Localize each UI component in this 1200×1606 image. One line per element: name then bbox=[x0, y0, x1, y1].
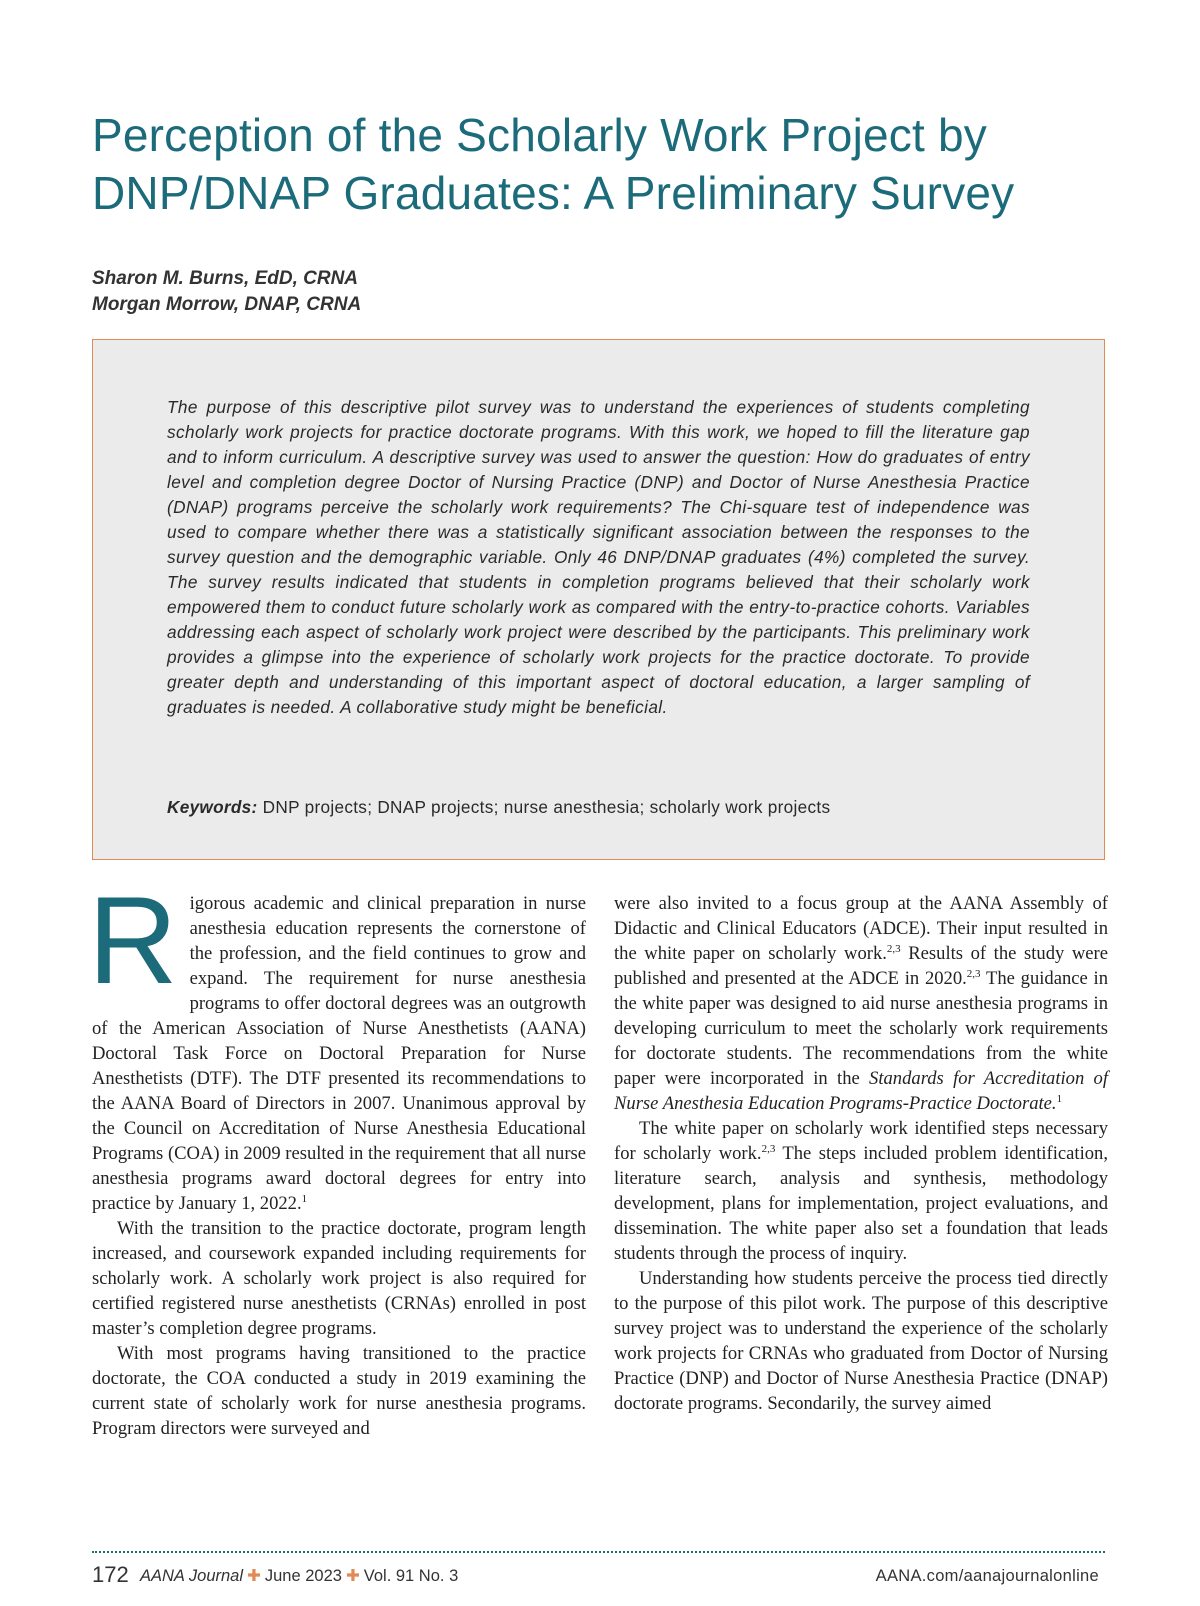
body-paragraph bbox=[614, 1116, 1108, 1266]
citation-ref: 2,3 bbox=[966, 968, 981, 980]
paragraph-text: were also invited to a focus group at the AANA Assembly of Didactic and Clinical Educators (ADCE). Their input resulted in the white paper on scholarly work. bbox=[614, 893, 1108, 964]
body-paragraph: Understanding how students perceive the process tied directly to the purpose of this pilot work. The purpose of this descriptive survey project was to understand the experience of the scholarly work projects for CRNAs who graduated from Doctor of Nursing Practice (DNP) and Doctor of Nurse Anesthesia Practice (DNAP) doctorate programs. Secondarily, the survey aimed bbox=[614, 1268, 1108, 1414]
abstract-box bbox=[92, 339, 1105, 860]
paragraph-text: The steps included problem identification, literature search, analysis and synthesis, methodology development, plans for implementation, project evaluations, and dissemination. The white paper also set a foundation that leads students through the process of inquiry. bbox=[614, 1143, 1108, 1264]
article-title: Perception of the Scholarly Work Project by DNP/DNAP Graduates: A Preliminary Survey bbox=[92, 109, 1015, 219]
cross-separator-icon: ✚ bbox=[247, 1567, 261, 1585]
issue-date: June 2023 bbox=[264, 1567, 342, 1585]
body-paragraph: With most programs having transitioned to the practice doctorate, the COA conducted a study in 2019 examining the current state of scholarly work for nurse anesthesia programs. Program directors were surveyed and bbox=[92, 1343, 586, 1439]
drop-cap: R bbox=[88, 872, 178, 1010]
paragraph-text: Results of the study were published and presented at the ADCE in 2020. bbox=[614, 943, 1109, 989]
citation-ref: 1 bbox=[301, 1193, 308, 1205]
journal-citation bbox=[140, 1564, 458, 1588]
journal-name: AANA Journal bbox=[140, 1567, 244, 1585]
paragraph-text: igorous academic and clinical preparation in nurse anesthesia education represents the cornerstone of the profession, and the field continues to grow and expand. The requirement for nurse anesthesia programs to offer doctoral degrees was an outgrowth of the American Association of Nurse Anesthetists (AANA) Doctoral Task Force on Doctoral Preparation for Nurse Anesthetists (DTF). The DTF presented its recommendations to the AANA Board of Directors in 2007. Unanimous approval by the Council on Accreditation of Nurse Anesthesia Educational Programs (COA) in 2009 resulted in the requirement that all nurse anesthesia programs award doctoral degrees for entry into practice by January 1, 2022. bbox=[92, 893, 586, 1214]
page-number: 172 bbox=[92, 1562, 129, 1587]
paragraph-text: The white paper on scholarly work identified steps necessary for scholarly work. bbox=[614, 1118, 1108, 1164]
keywords-label: Keywords: bbox=[167, 797, 258, 817]
cross-separator-icon: ✚ bbox=[345, 1567, 360, 1585]
journal-website-link[interactable]: AANA.com/aanajournalonline bbox=[875, 1567, 1099, 1585]
volume-issue: Vol. 91 No. 3 bbox=[363, 1567, 459, 1585]
body-paragraph: With the transition to the practice doctorate, program length increased, and coursework expanded including requirements for scholarly work. A scholarly work project is also required for certified registered nurse anesthetists (CRNAs) enrolled in post master’s completion degree programs. bbox=[92, 1218, 586, 1339]
standards-title: Standards for Accreditation of Nurse Anesthesia Education Programs-Practice Doctorate. bbox=[614, 1068, 1109, 1114]
body-column-right bbox=[614, 891, 1108, 1416]
body-paragraph bbox=[614, 891, 1108, 1116]
author-name: Morgan Morrow, DNAP, CRNA bbox=[92, 294, 362, 315]
citation-ref: 1 bbox=[1056, 1093, 1063, 1105]
body-paragraph bbox=[88, 872, 586, 1216]
keywords-line bbox=[167, 795, 1047, 820]
author-name: Sharon M. Burns, EdD, CRNA bbox=[92, 268, 359, 289]
citation-ref: 2,3 bbox=[761, 1143, 776, 1155]
paragraph-text: The guidance in the white paper was designed to aid nurse anesthesia programs in developing curriculum to meet the scholarly work requirements for doctorate students. The recommendations from the white paper were incorporated in the bbox=[614, 968, 1108, 1089]
abstract-text: The purpose of this descriptive pilot survey was to understand the experiences of students completing scholarly work projects for practice doctorate programs. With this work, we hoped to fill the literature gap and to inform curriculum. A descriptive survey was used to answer the question: How do graduates of entry level and completion degree Doctor of Nursing Practice (DNP) and Doctor of Nurse Anesthesia Practice (DNAP) programs perceive the scholarly work requirements? The Chi-square test of independence was used to compare whether there was a statistically significant association between the responses to the survey question and the demographic variable. Only 46 DNP/DNAP graduates (4%) completed the survey. The survey results indicated that students in completion programs believed that their scholarly work empowered them to conduct future scholarly work as compared with the entry-to-practice cohorts. Variables addressing each aspect of scholarly work project were described by the participants. This preliminary work provides a glimpse into the experience of scholarly work projects for the practice doctorate. To provide greater depth and understanding of this important aspect of doctoral education, a larger sampling of graduates is needed. A collaborative study might be beneficial. bbox=[167, 397, 1030, 717]
keywords-list: DNP projects; DNAP projects; nurse anesthesia; scholarly work projects bbox=[262, 797, 831, 817]
body-column-left bbox=[88, 872, 586, 1441]
page-footer bbox=[92, 1560, 1105, 1590]
citation-ref: 2,3 bbox=[886, 943, 901, 955]
author-list bbox=[92, 266, 361, 318]
footer-divider bbox=[92, 1551, 1105, 1553]
